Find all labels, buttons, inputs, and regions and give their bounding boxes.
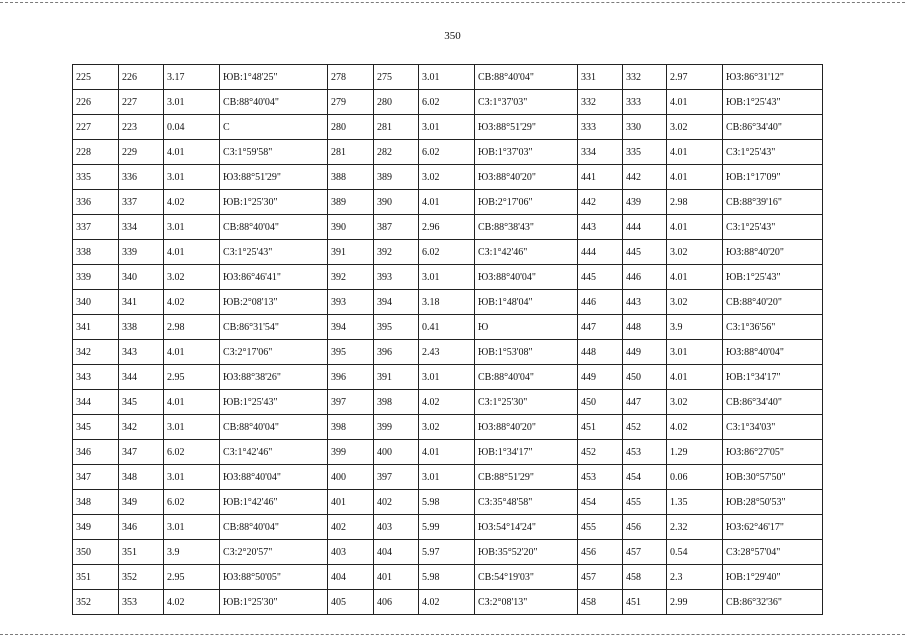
table-cell-bearing: СЗ:1°25'43" [220,240,328,265]
table-cell-distance: 2.43 [419,340,475,365]
table-row [73,365,823,390]
table-cell-from-point: 398 [328,415,374,440]
table-cell-bearing: СВ:88°51'29" [475,465,578,490]
table-cell-to-point: 336 [119,165,164,190]
table-cell-to-point: 449 [623,340,667,365]
table-cell-bearing: СЗ:28°57'04" [723,540,823,565]
table-cell-from-point: 397 [328,390,374,415]
table-cell-from-point: 279 [328,90,374,115]
table-cell-from-point: 457 [578,565,623,590]
table-cell-from-point: 280 [328,115,374,140]
table-cell-to-point: 330 [623,115,667,140]
table-cell-from-point: 442 [578,190,623,215]
table-cell-from-point: 388 [328,165,374,190]
table-cell-bearing: СЗ:1°42'46" [220,440,328,465]
table-cell-to-point: 443 [623,290,667,315]
table-cell-bearing: СВ:88°38'43" [475,215,578,240]
table-cell-to-point: 447 [623,390,667,415]
table-cell-distance: 4.01 [667,140,723,165]
table-cell-from-point: 451 [578,415,623,440]
table-cell-from-point: 349 [73,515,119,540]
table-cell-distance: 2.95 [164,365,220,390]
table-cell-from-point: 331 [578,65,623,90]
table-cell-bearing: СЗ:35°48'58" [475,490,578,515]
table-cell-bearing: СВ:88°40'04" [475,65,578,90]
table-cell-distance: 3.01 [419,365,475,390]
top-scan-edge [0,2,905,3]
table-cell-to-point: 456 [623,515,667,540]
table-cell-from-point: 344 [73,390,119,415]
table-cell-from-point: 396 [328,365,374,390]
table-cell-distance: 0.04 [164,115,220,140]
table-row [73,265,823,290]
table-cell-distance: 3.01 [667,340,723,365]
table-row [73,340,823,365]
table-cell-from-point: 392 [328,265,374,290]
table-cell-bearing: ЮВ:1°42'46" [220,490,328,515]
table-cell-from-point: 452 [578,440,623,465]
table-cell-distance: 3.02 [419,165,475,190]
table-cell-from-point: 404 [328,565,374,590]
table-cell-from-point: 341 [73,315,119,340]
table-cell-bearing: СВ:88°40'04" [220,515,328,540]
table-cell-to-point: 334 [119,215,164,240]
table-cell-from-point: 278 [328,65,374,90]
table-cell-distance: 3.02 [667,240,723,265]
table-cell-distance: 3.01 [164,90,220,115]
table-cell-distance: 2.97 [667,65,723,90]
table-cell-distance: 4.01 [164,140,220,165]
table-cell-bearing: СВ:88°40'04" [220,215,328,240]
table-cell-from-point: 225 [73,65,119,90]
table-cell-bearing: СЗ:1°59'58" [220,140,328,165]
table-cell-distance: 3.01 [419,115,475,140]
table-cell-to-point: 332 [623,65,667,90]
table-cell-from-point: 400 [328,465,374,490]
table-cell-to-point: 353 [119,590,164,615]
table-cell-to-point: 444 [623,215,667,240]
table-cell-to-point: 341 [119,290,164,315]
table-cell-to-point: 451 [623,590,667,615]
table-cell-distance: 5.98 [419,490,475,515]
table-cell-to-point: 227 [119,90,164,115]
table-cell-distance: 2.98 [164,315,220,340]
table-cell-bearing: ЮВ:2°08'13" [220,290,328,315]
table-cell-distance: 4.01 [164,240,220,265]
table-cell-to-point: 351 [119,540,164,565]
table-cell-to-point: 275 [374,65,419,90]
table-cell-distance: 3.01 [419,265,475,290]
table-cell-to-point: 439 [623,190,667,215]
table-cell-to-point: 229 [119,140,164,165]
table-cell-to-point: 406 [374,590,419,615]
table-cell-bearing: ЮВ:1°53'08" [475,340,578,365]
table-cell-bearing: ЮВ:1°29'40" [723,565,823,590]
table-cell-distance: 5.97 [419,540,475,565]
table-cell-distance: 4.01 [419,190,475,215]
table-cell-bearing: СВ:86°34'40" [723,115,823,140]
table-cell-from-point: 348 [73,490,119,515]
table-cell-bearing: ЮЗ:88°40'20" [723,240,823,265]
table-cell-from-point: 405 [328,590,374,615]
table-cell-to-point: 347 [119,440,164,465]
table-cell-bearing: ЮЗ:88°40'04" [723,340,823,365]
table-cell-to-point: 454 [623,465,667,490]
table-cell-distance: 3.02 [667,290,723,315]
table-cell-bearing: СВ:88°39'16" [723,190,823,215]
table-cell-distance: 3.02 [419,415,475,440]
table-cell-distance: 6.02 [419,140,475,165]
table-cell-distance: 4.01 [164,340,220,365]
table-cell-bearing: ЮЗ:86°46'41" [220,265,328,290]
table-row [73,390,823,415]
table-cell-bearing: СЗ:1°25'30" [475,390,578,415]
table-cell-bearing: ЮВ:1°25'43" [723,90,823,115]
table-cell-distance: 2.32 [667,515,723,540]
table-cell-distance: 4.01 [667,265,723,290]
table-cell-bearing: СЗ:1°25'43" [723,215,823,240]
table-row [73,465,823,490]
table-cell-distance: 3.9 [667,315,723,340]
table-cell-to-point: 442 [623,165,667,190]
table-cell-to-point: 453 [623,440,667,465]
table-cell-distance: 3.18 [419,290,475,315]
table-cell-distance: 1.29 [667,440,723,465]
table-cell-to-point: 335 [623,140,667,165]
table-cell-distance: 3.01 [164,215,220,240]
table-cell-distance: 3.01 [419,65,475,90]
table-cell-from-point: 390 [328,215,374,240]
table-cell-from-point: 393 [328,290,374,315]
table-cell-to-point: 399 [374,415,419,440]
table-cell-to-point: 397 [374,465,419,490]
table-cell-to-point: 337 [119,190,164,215]
table-cell-from-point: 402 [328,515,374,540]
table-cell-distance: 4.01 [667,165,723,190]
table-cell-from-point: 351 [73,565,119,590]
table-cell-to-point: 396 [374,340,419,365]
table-cell-from-point: 399 [328,440,374,465]
table-row [73,315,823,340]
table-row [73,290,823,315]
table-cell-from-point: 403 [328,540,374,565]
table-cell-from-point: 450 [578,390,623,415]
table-cell-distance: 4.02 [419,590,475,615]
table-cell-to-point: 338 [119,315,164,340]
table-cell-bearing: СЗ:2°08'13" [475,590,578,615]
table-cell-distance: 4.02 [164,590,220,615]
table-cell-to-point: 401 [374,565,419,590]
table-cell-distance: 3.01 [164,165,220,190]
table-cell-bearing: ЮЗ:86°27'05" [723,440,823,465]
table-cell-to-point: 452 [623,415,667,440]
table-cell-bearing: СЗ:2°17'06" [220,340,328,365]
table-cell-distance: 0.06 [667,465,723,490]
survey-table-body [73,65,823,615]
table-cell-bearing: ЮЗ:88°40'04" [475,265,578,290]
table-cell-bearing: ЮВ:1°48'25" [220,65,328,90]
table-cell-to-point: 281 [374,115,419,140]
table-cell-from-point: 227 [73,115,119,140]
table-cell-bearing: ЮЗ:54°14'24" [475,515,578,540]
table-cell-to-point: 450 [623,365,667,390]
table-cell-distance: 3.02 [667,390,723,415]
table-cell-bearing: СВ:54°19'03" [475,565,578,590]
table-cell-from-point: 455 [578,515,623,540]
table-cell-bearing: ЮВ:1°17'09" [723,165,823,190]
table-cell-from-point: 337 [73,215,119,240]
table-cell-from-point: 401 [328,490,374,515]
table-cell-to-point: 395 [374,315,419,340]
table-cell-bearing: ЮВ:1°37'03" [475,140,578,165]
table-cell-bearing: ЮВ:1°25'43" [220,390,328,415]
table-cell-distance: 0.41 [419,315,475,340]
table-cell-bearing: СЗ:1°42'46" [475,240,578,265]
table-cell-bearing: ЮВ:30°57'50" [723,465,823,490]
table-cell-bearing: СВ:86°31'54" [220,315,328,340]
table-cell-to-point: 340 [119,265,164,290]
table-cell-to-point: 348 [119,465,164,490]
table-cell-to-point: 394 [374,290,419,315]
table-cell-bearing: СЗ:1°36'56" [723,315,823,340]
table-cell-to-point: 342 [119,415,164,440]
table-cell-to-point: 402 [374,490,419,515]
table-cell-distance: 6.02 [419,90,475,115]
table-cell-bearing: СЗ:1°37'03" [475,90,578,115]
table-cell-to-point: 457 [623,540,667,565]
table-cell-bearing: СЗ:2°20'57" [220,540,328,565]
table-cell-to-point: 458 [623,565,667,590]
table-cell-to-point: 339 [119,240,164,265]
table-cell-to-point: 404 [374,540,419,565]
table-cell-to-point: 343 [119,340,164,365]
table-cell-from-point: 339 [73,265,119,290]
table-cell-distance: 6.02 [164,490,220,515]
table-row [73,140,823,165]
table-cell-to-point: 282 [374,140,419,165]
table-cell-bearing: ЮЗ:86°31'12" [723,65,823,90]
table-cell-from-point: 336 [73,190,119,215]
page-number: 350 [444,30,461,42]
table-cell-bearing: ЮЗ:88°40'20" [475,415,578,440]
table-cell-to-point: 455 [623,490,667,515]
table-cell-from-point: 347 [73,465,119,490]
table-cell-distance: 0.54 [667,540,723,565]
table-cell-distance: 3.01 [164,465,220,490]
table-cell-to-point: 345 [119,390,164,415]
table-row [73,540,823,565]
table-row [73,240,823,265]
table-cell-bearing: ЮЗ:88°40'04" [220,465,328,490]
table-cell-distance: 3.9 [164,540,220,565]
table-row [73,590,823,615]
table-row [73,190,823,215]
table-cell-from-point: 391 [328,240,374,265]
table-cell-bearing: ЮВ:1°25'30" [220,590,328,615]
table-cell-from-point: 334 [578,140,623,165]
table-cell-from-point: 335 [73,165,119,190]
table-cell-to-point: 344 [119,365,164,390]
survey-points-table [72,64,823,615]
table-cell-distance: 5.99 [419,515,475,540]
table-cell-distance: 6.02 [164,440,220,465]
table-cell-from-point: 333 [578,115,623,140]
table-cell-to-point: 448 [623,315,667,340]
table-row [73,565,823,590]
table-cell-bearing: ЮВ:1°48'04" [475,290,578,315]
table-cell-from-point: 456 [578,540,623,565]
table-cell-distance: 3.01 [419,465,475,490]
table-cell-bearing: СЗ:1°25'43" [723,140,823,165]
table-row [73,490,823,515]
table-row [73,115,823,140]
table-cell-to-point: 390 [374,190,419,215]
table-cell-from-point: 446 [578,290,623,315]
table-cell-bearing: ЮВ:35°52'20" [475,540,578,565]
table-cell-from-point: 394 [328,315,374,340]
table-cell-to-point: 392 [374,240,419,265]
table-cell-from-point: 389 [328,190,374,215]
table-cell-from-point: 453 [578,465,623,490]
table-cell-distance: 4.02 [164,190,220,215]
table-cell-to-point: 400 [374,440,419,465]
table-row [73,215,823,240]
table-cell-distance: 3.01 [164,515,220,540]
table-cell-distance: 3.17 [164,65,220,90]
table-cell-distance: 4.01 [419,440,475,465]
table-cell-to-point: 445 [623,240,667,265]
table-cell-to-point: 352 [119,565,164,590]
table-cell-from-point: 228 [73,140,119,165]
table-cell-to-point: 398 [374,390,419,415]
table-cell-to-point: 280 [374,90,419,115]
table-cell-bearing: ЮВ:1°25'30" [220,190,328,215]
table-cell-bearing: ЮЗ:88°38'26" [220,365,328,390]
table-cell-to-point: 403 [374,515,419,540]
table-cell-distance: 2.96 [419,215,475,240]
table-cell-from-point: 350 [73,540,119,565]
table-row [73,165,823,190]
table-row [73,515,823,540]
table-cell-distance: 3.01 [164,415,220,440]
table-cell-from-point: 332 [578,90,623,115]
table-cell-bearing: ЮВ:1°34'17" [475,440,578,465]
table-cell-to-point: 446 [623,265,667,290]
table-cell-from-point: 395 [328,340,374,365]
table-cell-from-point: 281 [328,140,374,165]
table-cell-distance: 3.02 [164,265,220,290]
table-cell-from-point: 338 [73,240,119,265]
table-cell-from-point: 449 [578,365,623,390]
table-row [73,65,823,90]
table-cell-distance: 2.99 [667,590,723,615]
bottom-scan-edge [0,634,905,635]
table-cell-from-point: 443 [578,215,623,240]
table-cell-from-point: 445 [578,265,623,290]
table-cell-distance: 2.98 [667,190,723,215]
table-cell-bearing: ЮВ:28°50'53" [723,490,823,515]
table-cell-to-point: 393 [374,265,419,290]
table-cell-bearing: ЮВ:1°25'43" [723,265,823,290]
table-cell-to-point: 349 [119,490,164,515]
table-cell-from-point: 458 [578,590,623,615]
table-cell-from-point: 448 [578,340,623,365]
table-cell-distance: 4.01 [667,365,723,390]
table-cell-bearing: СВ:88°40'04" [475,365,578,390]
table-cell-to-point: 391 [374,365,419,390]
table-cell-bearing: СВ:88°40'04" [220,90,328,115]
table-cell-bearing: СВ:86°34'40" [723,390,823,415]
table-cell-from-point: 454 [578,490,623,515]
table-cell-from-point: 345 [73,415,119,440]
table-cell-from-point: 346 [73,440,119,465]
table-cell-distance: 4.01 [164,390,220,415]
table-row [73,90,823,115]
table-cell-from-point: 441 [578,165,623,190]
table-cell-distance: 4.01 [667,215,723,240]
table-cell-bearing: ЮВ:2°17'06" [475,190,578,215]
table-cell-to-point: 223 [119,115,164,140]
table-cell-from-point: 343 [73,365,119,390]
table-cell-distance: 3.02 [667,115,723,140]
table-cell-bearing: Ю [475,315,578,340]
table-cell-bearing: ЮВ:1°34'17" [723,365,823,390]
table-cell-distance: 5.98 [419,565,475,590]
table-cell-distance: 4.01 [667,90,723,115]
table-row [73,440,823,465]
table-cell-bearing: СВ:86°32'36" [723,590,823,615]
table-cell-from-point: 340 [73,290,119,315]
table-cell-bearing: СВ:88°40'20" [723,290,823,315]
table-cell-to-point: 226 [119,65,164,90]
table-cell-bearing: СЗ:1°34'03" [723,415,823,440]
table-cell-distance: 2.95 [164,565,220,590]
table-cell-distance: 6.02 [419,240,475,265]
table-cell-from-point: 447 [578,315,623,340]
table-row [73,415,823,440]
table-cell-from-point: 226 [73,90,119,115]
table-cell-bearing: СВ:88°40'04" [220,415,328,440]
table-cell-distance: 4.02 [164,290,220,315]
table-cell-to-point: 387 [374,215,419,240]
table-cell-distance: 2.3 [667,565,723,590]
table-cell-from-point: 352 [73,590,119,615]
table-cell-to-point: 333 [623,90,667,115]
table-cell-bearing: ЮЗ:88°51'29" [220,165,328,190]
table-cell-bearing: ЮЗ:88°40'20" [475,165,578,190]
table-cell-bearing: ЮЗ:88°50'05" [220,565,328,590]
table-cell-distance: 4.02 [419,390,475,415]
table-cell-distance: 4.02 [667,415,723,440]
table-cell-bearing: С [220,115,328,140]
table-cell-bearing: ЮЗ:88°51'29" [475,115,578,140]
table-cell-to-point: 346 [119,515,164,540]
table-cell-from-point: 342 [73,340,119,365]
table-cell-distance: 1.35 [667,490,723,515]
table-cell-from-point: 444 [578,240,623,265]
table-cell-to-point: 389 [374,165,419,190]
table-cell-bearing: ЮЗ:62°46'17" [723,515,823,540]
